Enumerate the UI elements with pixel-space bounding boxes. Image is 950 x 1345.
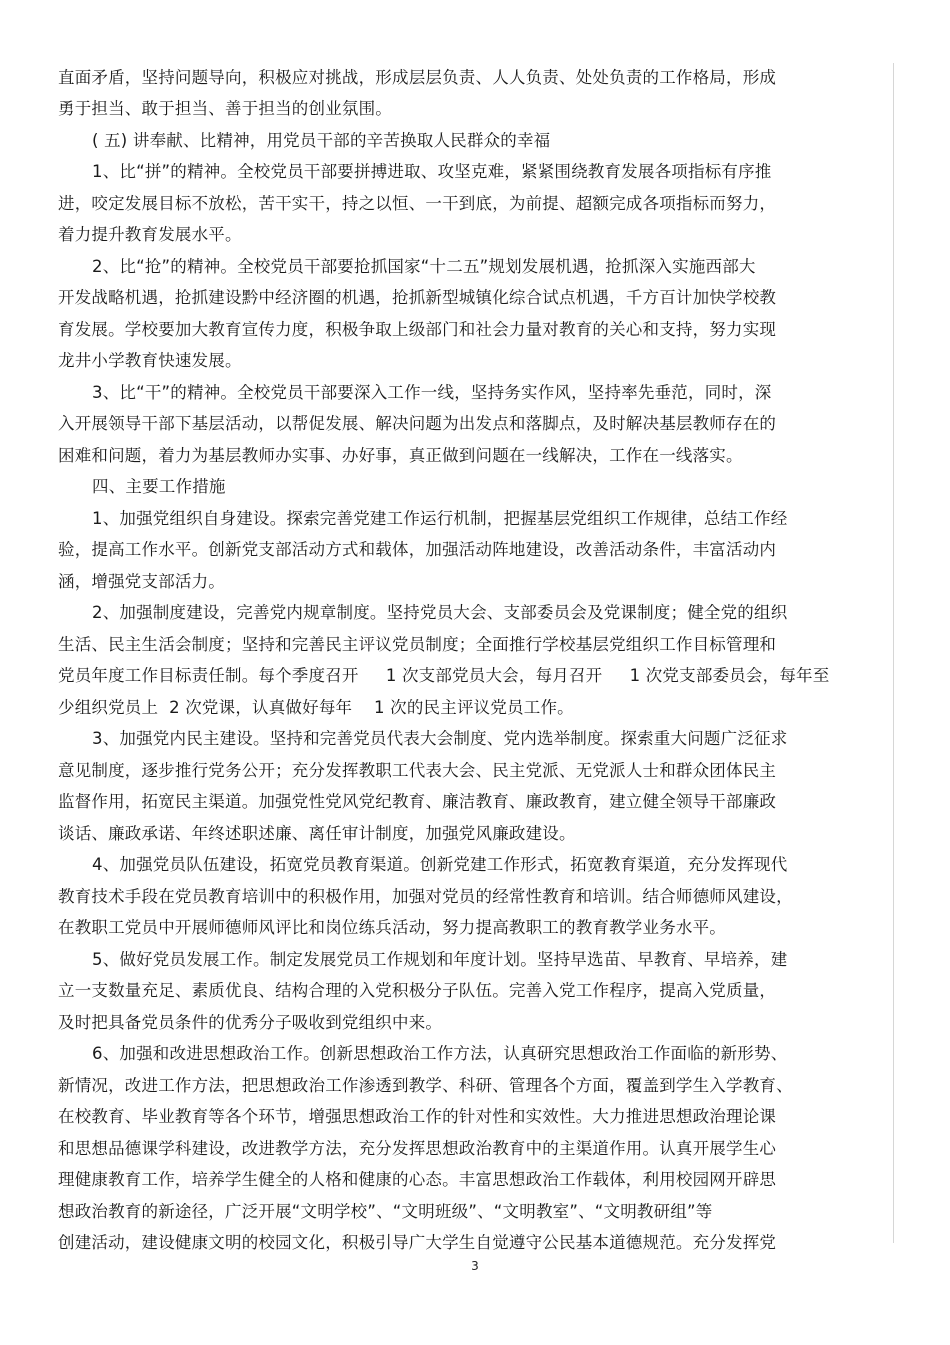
text-line: 2、加强制度建设，完善党内规章制度。坚持党员大会、支部委员会及党课制度；健全党的组织 [92,603,788,622]
text-line: 验，提高工作水平。创新党支部活动方式和载体，加强活动阵地建设，改善活动条件，丰富活动内 [58,540,777,559]
text-line: 1、比“拼”的精神。全校党员干部要拼搏进取、攻坚克难，紧紧围绕教育发展各项指标有序推 [92,162,772,181]
text-line: 困难和问题，着力为基层教师办实事、办好事，真正做到问题在一线解决，工作在一线落实。 [58,446,743,465]
text-line: 少组织党员上 2 次党课，认真做好每年 1 次的民主评议党员工作。 [58,698,574,717]
text-line: 和思想品德课学科建设，改进教学方法，充分发挥思想政治教育中的主渠道作用。认真开展学生心 [58,1139,777,1158]
text-line: 3、加强党内民主建设。坚持和完善党员代表大会制度、党内选举制度。探索重大问题广泛征求 [92,729,788,748]
text-line: 龙井小学教育快速发展。 [58,351,242,370]
text-line: 创建活动，建设健康文明的校园文化，积极引导广大学生自觉遵守公民基本道德规范。充分发挥党 [58,1233,777,1252]
text-line: 想政治教育的新途径，广泛开展“文明学校”、“文明班级”、“文明教室”、“文明教研组”等 [58,1202,713,1221]
text-line: 开发战略机遇，抢抓建设黔中经济圈的机遇，抢抓新型城镇化综合试点机遇，千方百计加快学校教 [58,288,777,307]
text-line: 育发展。学校要加大教育宣传力度，积极争取上级部门和社会力量对教育的关心和支持，努力实现 [58,320,777,339]
text-line: 立一支数量充足、素质优良、结构合理的入党积极分子队伍。完善入党工作程序，提高入党质量， [58,981,777,1000]
section-heading: ( 五) 讲奉献、比精神，用党员干部的辛苦换取人民群众的幸福 [92,131,551,150]
text-line: 进，咬定发展目标不放松，苦干实干，持之以恒、一干到底，为前提、超额完成各项指标而努力， [58,194,777,213]
text-line: 1、加强党组织自身建设。探索完善党建工作运行机制，把握基层党组织工作规律，总结工作经 [92,509,788,528]
page-number: 3 [471,1259,479,1273]
text-line: 意见制度，逐步推行党务公开；充分发挥教职工代表大会、民主党派、无党派人士和群众团体民主 [58,761,777,780]
text-line: 及时把具备党员条件的优秀分子吸收到党组织中来。 [58,1013,443,1032]
text-line: 生活、民主生活会制度；坚持和完善民主评议党员制度；全面推行学校基层党组织工作目标管理和 [58,635,777,654]
text-line: 监督作用，拓宽民主渠道。加强党性党风党纪教育、廉洁教育、廉政教育，建立健全领导干部廉政 [58,792,777,811]
text-line: 在校教育、毕业教育等各个环节，增强思想政治工作的针对性和实效性。大力推进思想政治理论课 [58,1107,777,1126]
text-line: 涵，增强党支部活力。 [58,572,225,591]
text-line: 理健康教育工作，培养学生健全的人格和健康的心态。丰富思想政治工作载体，利用校园网开辟思 [58,1170,777,1189]
text-line: 3、比“干”的精神。全校党员干部要深入工作一线，坚持务实作风，坚持率先垂范，同时，深 [92,383,772,402]
text-line: 谈话、廉政承诺、年终述职述廉、离任审计制度，加强党风廉政建设。 [58,824,576,843]
text-line: 在教职工党员中开展师德师风评比和岗位练兵活动，努力提高教职工的教育教学业务水平。 [58,918,726,937]
text-line: 着力提升教育发展水平。 [58,225,242,244]
text-line: 党员年度工作目标责任制。每个季度召开 1 次支部党员大会，每月召开 1 次党支部委员会，每年至 [58,666,830,685]
text-line: 6、加强和改进思想政治工作。创新思想政治工作方法，认真研究思想政治工作面临的新形势、 [92,1044,788,1063]
text-line: 5、做好党员发展工作。制定发展党员工作规划和年度计划。坚持早选苗、早教育、早培养，建 [92,950,788,969]
text-line: 教育技术手段在党员教育培训中的积极作用，加强对党员的经常性教育和培训。结合师德师风建设， [58,887,793,906]
text-line: 入开展领导干部下基层活动，以帮促发展、解决问题为出发点和落脚点，及时解决基层教师存在的 [58,414,777,433]
margin-rule [893,63,894,1243]
text-line: 4、加强党员队伍建设，拓宽党员教育渠道。创新党建工作形式，拓宽教育渠道，充分发挥现代 [92,855,788,874]
text-line: 直面矛盾，坚持问题导向，积极应对挑战，形成层层负责、人人负责、处处负责的工作格局，形成 [58,68,777,87]
text-line: 新情况，改进工作方法，把思想政治工作渗透到教学、科研、管理各个方面，覆盖到学生入学教育、 [58,1076,793,1095]
section-heading: 四、主要工作措施 [92,477,226,496]
text-line: 2、比“抢”的精神。全校党员干部要抢抓国家“十二五”规划发展机遇，抢抓深入实施西部大 [92,257,756,276]
text-line: 勇于担当、敢于担当、善于担当的创业氛围。 [58,99,392,118]
